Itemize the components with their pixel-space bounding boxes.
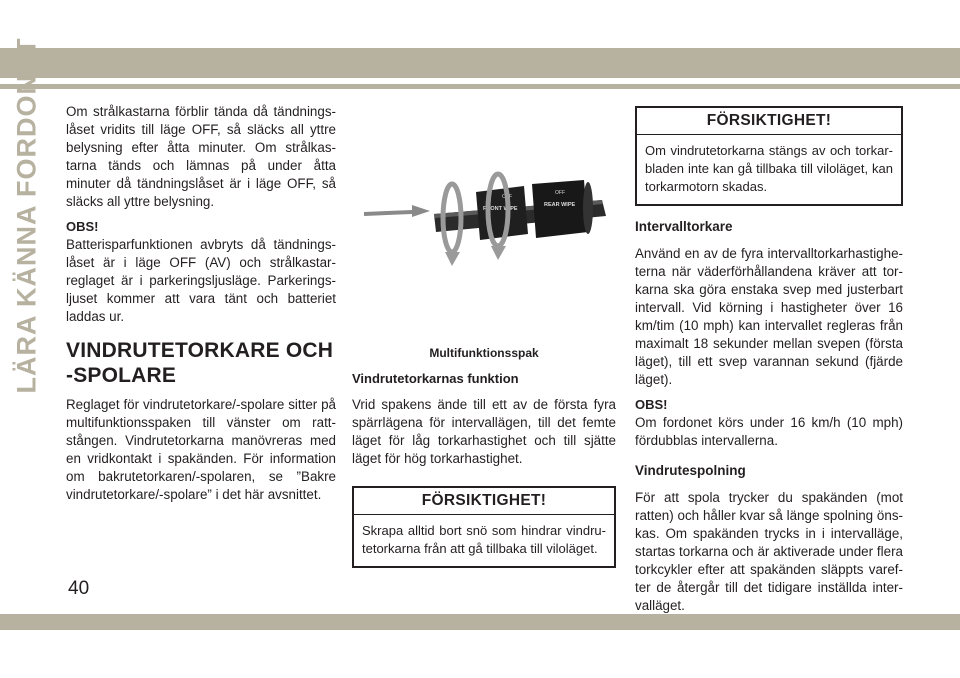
page-number: 40 <box>68 578 90 599</box>
column-middle <box>352 104 616 568</box>
interval-paragraph: Använd en av de fyra intervalltorkarhastigheterna när väderförhållandena kräver att torkarna ska göra enstaka svep med justerbart intervall. Vid körning i hastigheter över 16 km/tim (10 mph) kan intervallet regleras från maximalt 18 sekunder mellan svepen (första läget), till ett svep varannan sekund (fjärde läget). <box>635 246 903 387</box>
caution-box-motor <box>635 106 903 206</box>
svg-text:FRONT WIPE: FRONT WIPE <box>483 206 518 212</box>
obs-label-right: OBS! <box>635 397 668 412</box>
obs-label: OBS! <box>66 219 99 234</box>
lever-illustration <box>352 154 616 334</box>
caution-title-motor: FÖRSIKTIGHET! <box>637 108 901 135</box>
obs-paragraph: Batterisparfunktionen avbryts då tändningslåset är i läge OFF (AV) och strålkastarreglaget är i parkeringsljusläge. Parkeringsljuset kommer att vara tänt och batteriet laddas ur. <box>66 237 336 324</box>
column-right <box>635 106 903 622</box>
footer-band <box>0 614 960 630</box>
subheading-interval-wiper: Intervalltorkare <box>635 219 733 234</box>
wiper-intro-paragraph: Reglaget för vindrutetorkare/-spolare sitter på multifunktionsspaken till vänster om rattstången. Vindrutetorkarna manövreras med en vridkontakt i spakänden. För information om bakrutetorkaren/-spolaren, se ”Bakre vindrutetorkare/-spolare” i det här avsnittet. <box>66 397 336 502</box>
figure-caption: Multifunktionsspak <box>429 346 539 360</box>
multifunction-lever-figure <box>352 104 616 360</box>
section-tab-label: LÄRA KÄNNA FORDONET <box>11 37 42 393</box>
section-tab <box>11 37 42 393</box>
header-rule <box>0 84 960 89</box>
obs-paragraph-right: Om fordonet körs under 16 km/h (10 mph) fördubblas intervallerna. <box>635 415 903 448</box>
subheading-washer: Vindrutespolning <box>635 463 746 478</box>
svg-text:REAR WIPE: REAR WIPE <box>544 202 576 208</box>
wiper-function-paragraph: Vrid spakens ände till ett av de första fyra spärrlägena för intervallägen, till det femte läget för låg torkarhastighet och till sjätte läget för hög torkarhastighet. <box>352 397 616 466</box>
svg-text:OFF: OFF <box>555 190 565 196</box>
caution-text-motor: Om vindrutetorkarna stängs av och torkarbladen inte kan gå tillbaka till viloläget, kan torkarmotorn skadas. <box>645 143 893 194</box>
caution-title: FÖRSIKTIGHET! <box>354 488 614 515</box>
svg-text:OFF: OFF <box>502 194 512 200</box>
column-left <box>66 103 336 511</box>
caution-text: Skrapa alltid bort snö som hindrar vindrutetorkarna från att gå tillbaka till viloläget. <box>362 523 606 556</box>
section-heading: VINDRUTETORKARE OCH -SPOLARE <box>66 339 334 387</box>
push-arrow-icon <box>364 205 430 217</box>
subheading-wiper-function: Vindrutetorkarnas funktion <box>352 371 519 386</box>
caution-box <box>352 486 616 568</box>
washer-paragraph: För att spola trycker du spakänden (mot ratten) och håller kvar så länge spolning önskas. Om spakänden trycks in i intervalläge, startas torkarna och är aktiverade under flera torkcykler efter att spakänden släppts varefter de återgår till det tidigare inställda intervalläget. <box>635 490 903 613</box>
header-band <box>0 48 960 78</box>
intro-paragraph: Om strålkastarna förblir tända då tändningslåset vridits till läge OFF, så släcks all yttre belysning efter åtta minuter. Om strålkastarna tänds och lämnas på under åtta minuter då tändningslåset är i läge OFF, så släcks all yttre belysning. <box>66 104 336 209</box>
